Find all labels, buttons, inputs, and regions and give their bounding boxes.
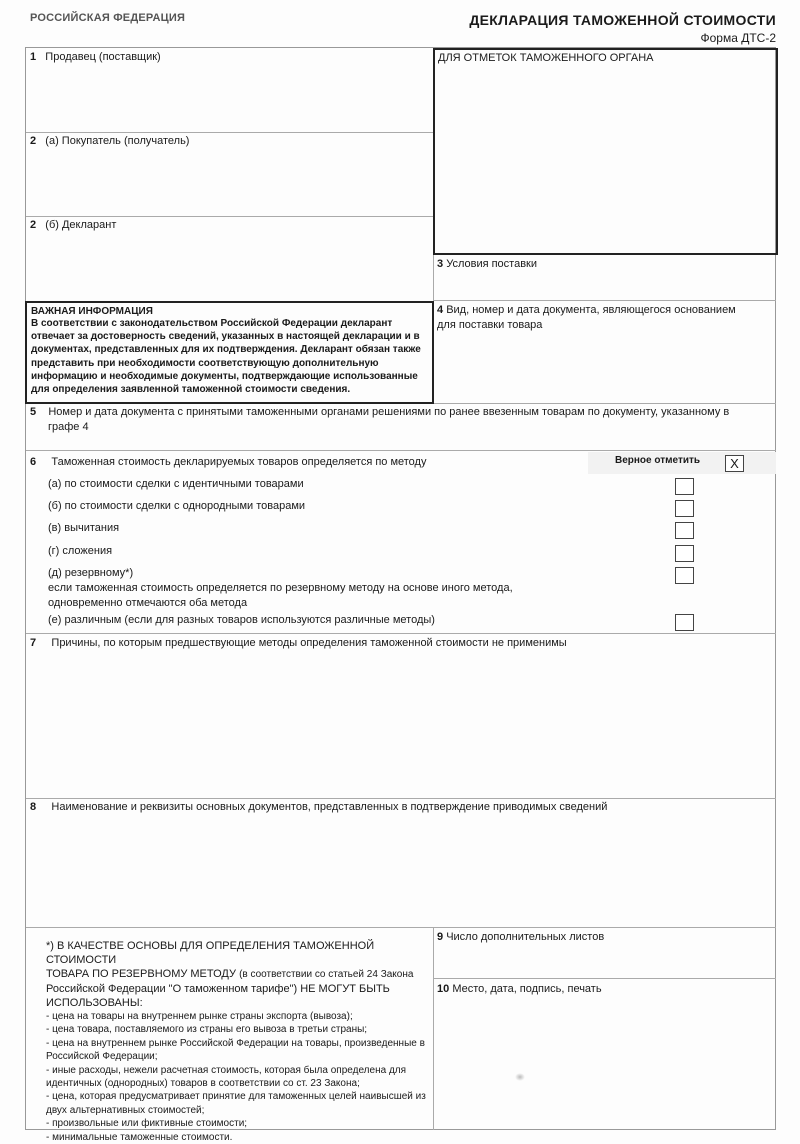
method-option-c: (в) вычитания bbox=[48, 522, 120, 534]
method-c-checkbox[interactable] bbox=[675, 522, 694, 539]
method-f-checkbox[interactable] bbox=[675, 614, 694, 631]
field-label: Наименование и реквизиты основных документов, представленных в подтверждение приводимых сведений bbox=[51, 801, 608, 813]
field-7-reasons[interactable] bbox=[30, 636, 567, 651]
field-label: графе 4 bbox=[48, 421, 89, 433]
reserve-method-note: если таможенная стоимость определяется по резервному методу на основе иного метода, bbox=[48, 582, 513, 594]
reserve-method-footnote bbox=[46, 939, 432, 1144]
field-number: 7 bbox=[30, 637, 37, 649]
footnote-heading: ИСПОЛЬЗОВАНЫ: bbox=[46, 997, 143, 1009]
field-number: 9 bbox=[437, 931, 444, 943]
field-label: Условия поставки bbox=[446, 258, 538, 270]
divider bbox=[434, 300, 776, 301]
important-line: В соответствии с законодательством Российской Федерации декларант bbox=[31, 318, 393, 329]
important-line: отвечает за достоверность сведений, указанных в настоящей декларации и в bbox=[31, 331, 420, 343]
footnote-item: идентичных (однородных) товаров в соответствии со ст. 23 Закона; bbox=[46, 1078, 360, 1090]
method-option-b: (б) по стоимости сделки с однородными товарами bbox=[48, 500, 306, 512]
country-label: РОССИЙСКАЯ ФЕДЕРАЦИЯ bbox=[30, 12, 186, 24]
reserve-method-note: одновременно отмечаются оба метода bbox=[48, 597, 248, 609]
field-label: Место, дата, подпись, печать bbox=[452, 983, 602, 995]
field-label: Продавец (поставщик) bbox=[45, 51, 161, 63]
method-a-checkbox[interactable] bbox=[675, 478, 694, 495]
important-line: информацию и необходимые документы, подтверждающие использованные bbox=[31, 370, 418, 382]
field-6-method bbox=[30, 455, 426, 470]
field-3-delivery-terms[interactable] bbox=[437, 257, 537, 272]
field-label: Причины, по которым предшествующие методы определения таможенной стоимости не применимы bbox=[51, 637, 567, 649]
field-label: (б) Декларант bbox=[45, 219, 117, 231]
field-4-contract-document[interactable] bbox=[437, 303, 773, 333]
document-title: ДЕКЛАРАЦИЯ ТАМОЖЕННОЙ СТОИМОСТИ bbox=[469, 12, 776, 28]
method-b-checkbox[interactable] bbox=[675, 500, 694, 517]
divider bbox=[26, 216, 433, 217]
customs-notes-box[interactable] bbox=[433, 48, 778, 255]
scan-smudge bbox=[515, 1073, 525, 1081]
field-label: (а) Покупатель (получатель) bbox=[45, 135, 190, 147]
important-line: для определения заявленной таможенной стоимости сведения. bbox=[31, 384, 351, 396]
mark-instruction: Верное отметить bbox=[615, 455, 701, 466]
method-d-checkbox[interactable] bbox=[675, 545, 694, 562]
field-number: 5 bbox=[30, 406, 37, 418]
field-label: для поставки товара bbox=[437, 319, 543, 331]
field-label: Номер и дата документа с принятыми таможенными органами решениями по ранее ввезенным товарам по документу, указанному в bbox=[48, 406, 730, 418]
field-10-signature[interactable] bbox=[437, 982, 602, 997]
footnote-item: - произвольные или фиктивные стоимости; bbox=[46, 1118, 248, 1130]
important-line: представить при необходимости соответствующую дополнительную bbox=[31, 357, 379, 369]
divider bbox=[26, 927, 776, 928]
method-option-d: (г) сложения bbox=[48, 545, 113, 557]
form-code: Форма ДТС-2 bbox=[700, 31, 776, 45]
field-label: Вид, номер и дата документа, являющегося основанием bbox=[446, 304, 736, 316]
method-option-e: (д) резервному*) bbox=[48, 567, 134, 579]
customs-notes-label: ДЛЯ ОТМЕТОК ТАМОЖЕННОГО ОРГАНА bbox=[438, 52, 654, 64]
field-5-prior-decisions[interactable] bbox=[30, 405, 776, 435]
divider bbox=[26, 132, 433, 133]
method-e-checkbox[interactable] bbox=[675, 567, 694, 584]
field-2a-buyer[interactable] bbox=[30, 134, 189, 149]
mark-sample-checkbox: X bbox=[725, 455, 744, 472]
divider bbox=[433, 927, 434, 1130]
field-1-seller[interactable] bbox=[30, 50, 161, 65]
important-title: ВАЖНАЯ ИНФОРМАЦИЯ bbox=[31, 306, 153, 317]
field-number: 1 bbox=[30, 51, 37, 63]
footnote-item: двух альтернативных стоимостей; bbox=[46, 1104, 205, 1116]
method-option-f: (е) различным (если для разных товаров используются различные методы) bbox=[48, 614, 435, 626]
method-option-a: (а) по стоимости сделки с идентичными товарами bbox=[48, 478, 304, 490]
footnote-heading: Российской Федерации "О таможенном тарифе") НЕ МОГУТ БЫТЬ bbox=[46, 983, 390, 995]
field-number: 2 bbox=[30, 135, 37, 147]
footnote-item: - минимальные таможенные стоимости. bbox=[46, 1131, 233, 1143]
footnote-item: - цена на внутреннем рынке Российской Федерации на товары, произведенные в bbox=[46, 1037, 425, 1049]
field-2b-declarant[interactable] bbox=[30, 218, 116, 233]
footnote-heading: ТОВАРА ПО РЕЗЕРВНОМУ МЕТОДУ (в соответствии со статьей 24 Закона bbox=[46, 968, 414, 980]
field-number: 2 bbox=[30, 219, 37, 231]
field-label: Число дополнительных листов bbox=[446, 931, 605, 943]
footnote-item: - цена товара, поставляемого из страны его вывоза в третьи страны; bbox=[46, 1024, 368, 1036]
footnote-heading: *) В КАЧЕСТВЕ ОСНОВЫ ДЛЯ ОПРЕДЕЛЕНИЯ ТАМОЖЕННОЙ СТОИМОСТИ bbox=[46, 940, 375, 966]
important-line: документах, представленных для их подтверждения. Декларант обязан также bbox=[31, 344, 421, 356]
footnote-item: - цена на товары на внутреннем рынке страны экспорта (вывоза); bbox=[46, 1011, 353, 1022]
footnote-item: - цена, которая предусматривает принятие для таможенных целей наивысшей из bbox=[46, 1091, 426, 1103]
field-number: 8 bbox=[30, 801, 37, 813]
field-number: 4 bbox=[437, 304, 444, 316]
field-label: Таможенная стоимость декларируемых товаров определяется по методу bbox=[51, 456, 427, 468]
divider bbox=[434, 978, 776, 979]
footnote-item: - иные расходы, нежели расчетная стоимость, которая была определена для bbox=[46, 1064, 407, 1076]
field-9-extra-sheets[interactable] bbox=[437, 930, 604, 945]
footnote-item: Российской Федерации; bbox=[46, 1051, 158, 1063]
divider bbox=[26, 633, 776, 634]
field-8-documents[interactable] bbox=[30, 800, 607, 815]
field-number: 6 bbox=[30, 456, 37, 468]
divider bbox=[26, 798, 776, 799]
important-info-box bbox=[25, 301, 434, 404]
field-number: 3 bbox=[437, 258, 444, 270]
divider bbox=[26, 450, 776, 451]
field-number: 10 bbox=[437, 983, 450, 995]
